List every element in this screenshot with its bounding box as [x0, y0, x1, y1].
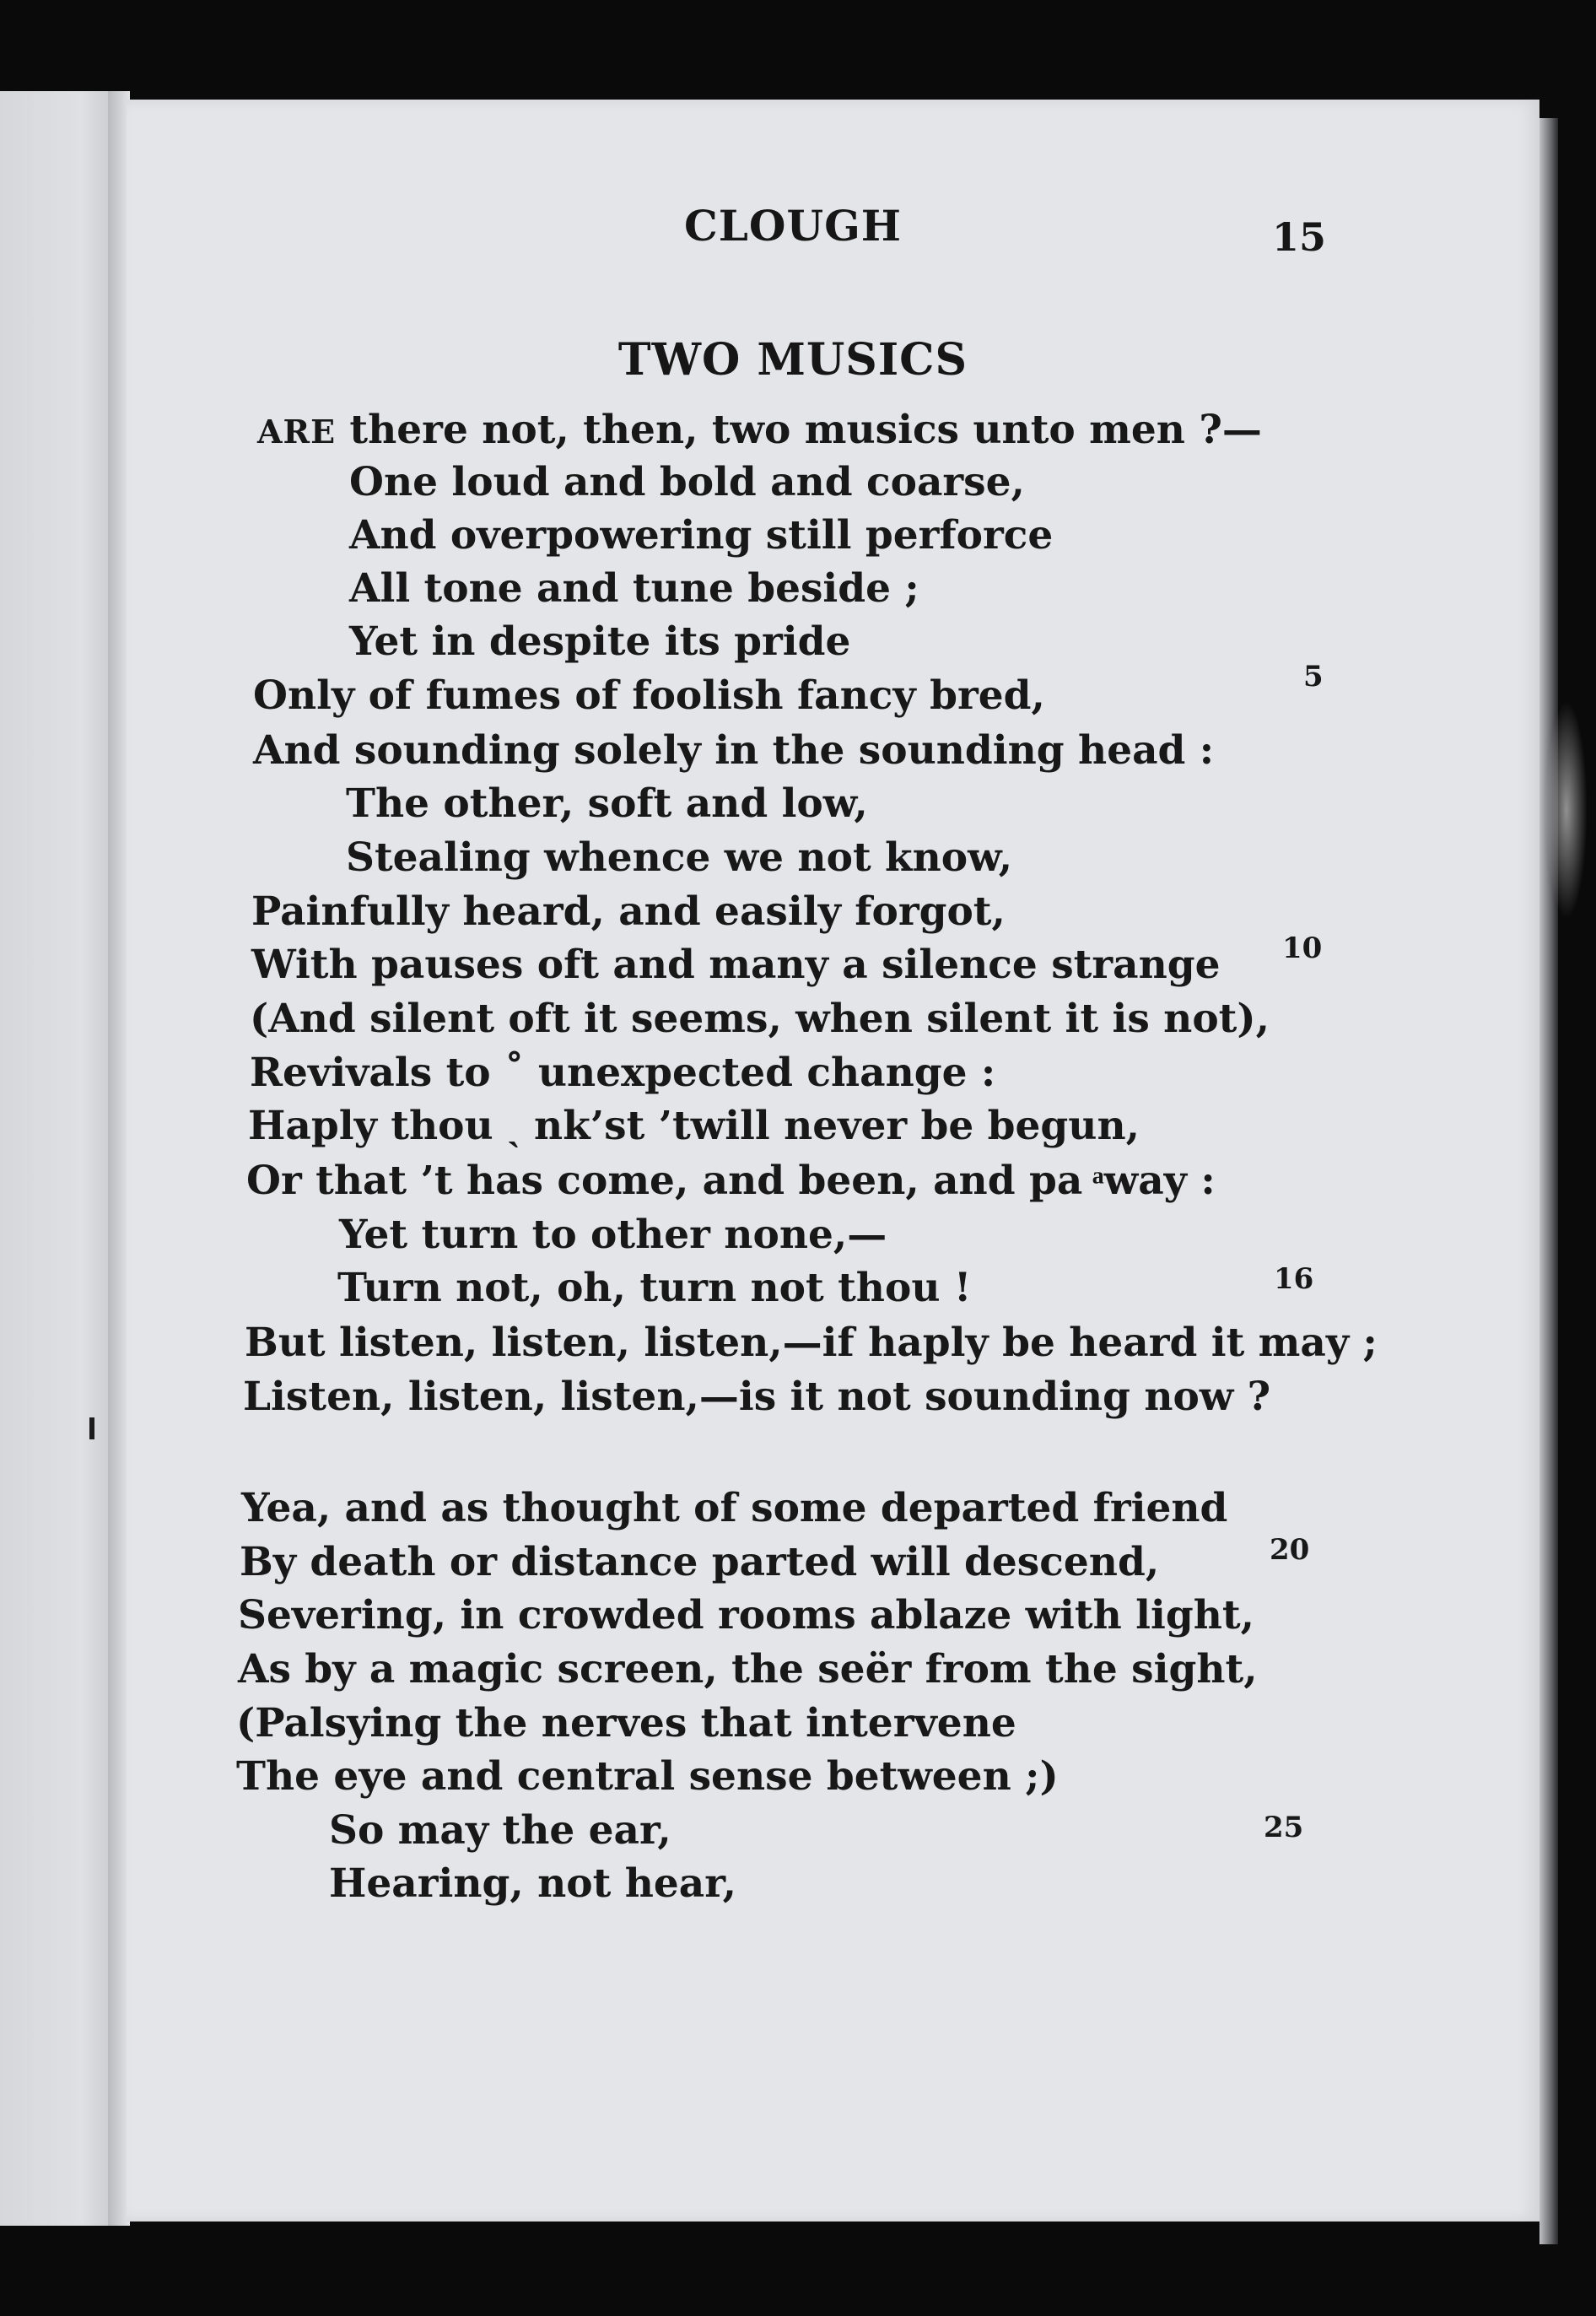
poem-line-3: And overpowering still perforce — [349, 512, 1054, 559]
line-number-20: 20 — [1270, 1533, 1310, 1567]
running-head: CLOUGH — [683, 201, 903, 251]
poem-line-22: Severing, in crowded rooms ablaze with light, — [238, 1592, 1254, 1638]
poem-line-5: Yet in despite its pride — [349, 618, 851, 665]
line-number-5: 5 — [1303, 660, 1324, 694]
line-number-10: 10 — [1282, 931, 1323, 965]
poem-line-17: Turn not, oh, turn not thou ! — [337, 1265, 972, 1311]
poem-line-15: Or that ’t has come, and been, and pa ͣway : — [246, 1158, 1216, 1204]
poem-line-1: ARE there not, then, two musics unto men ?— — [257, 407, 1262, 453]
poem-line-7: And sounding solely in the sounding head : — [253, 727, 1215, 774]
poem-line-27: Hearing, not hear, — [329, 1860, 736, 1907]
poem-line-23: As by a magic screen, the seër from the sight, — [238, 1646, 1258, 1692]
poem-line-8: The other, soft and low, — [346, 780, 868, 827]
poem-line-26: So may the ear, — [329, 1807, 671, 1854]
poem-line-18: But listen, listen, listen,—if haply be heard it may ; — [245, 1320, 1378, 1366]
poem-line-24: (Palsying the nerves that intervene — [236, 1700, 1016, 1746]
line-number-16: 16 — [1274, 1262, 1314, 1296]
poem-line-4: All tone and tune beside ; — [349, 565, 919, 612]
poem-line-2: One loud and bold and coarse, — [349, 459, 1025, 505]
poem-line-12: (And silent oft it seems, when silent it is not), — [250, 996, 1270, 1042]
poem-line-25: The eye and central sense between ;) — [236, 1753, 1059, 1800]
poem-title: TWO MUSICS — [617, 334, 968, 386]
poem-line-10: Painfully heard, and easily forgot, — [251, 888, 1006, 935]
poem-line-14: Haply thou ˎ nk’st ’twill never be begun, — [248, 1103, 1140, 1149]
poem-line-16: Yet turn to other none,— — [339, 1212, 887, 1258]
poem-line-19: Listen, listen, listen,—is it not sounding now ? — [243, 1374, 1271, 1420]
poem-line-13: Revivals to ˚ unexpected change : — [250, 1050, 996, 1096]
small-caps-opening: ARE — [257, 413, 337, 451]
poem-line-21: By death or distance parted will descend, — [240, 1539, 1160, 1585]
poem-line-11: With pauses oft and many a silence strange — [251, 942, 1221, 988]
poem-line-9: Stealing whence we not know, — [346, 834, 1013, 881]
page-number: 15 — [1272, 214, 1327, 260]
line-number-25: 25 — [1264, 1811, 1304, 1844]
poem-line-20: Yea, and as thought of some departed friend — [241, 1485, 1228, 1531]
poem-line-6: Only of fumes of foolish fancy bred, — [253, 672, 1045, 719]
